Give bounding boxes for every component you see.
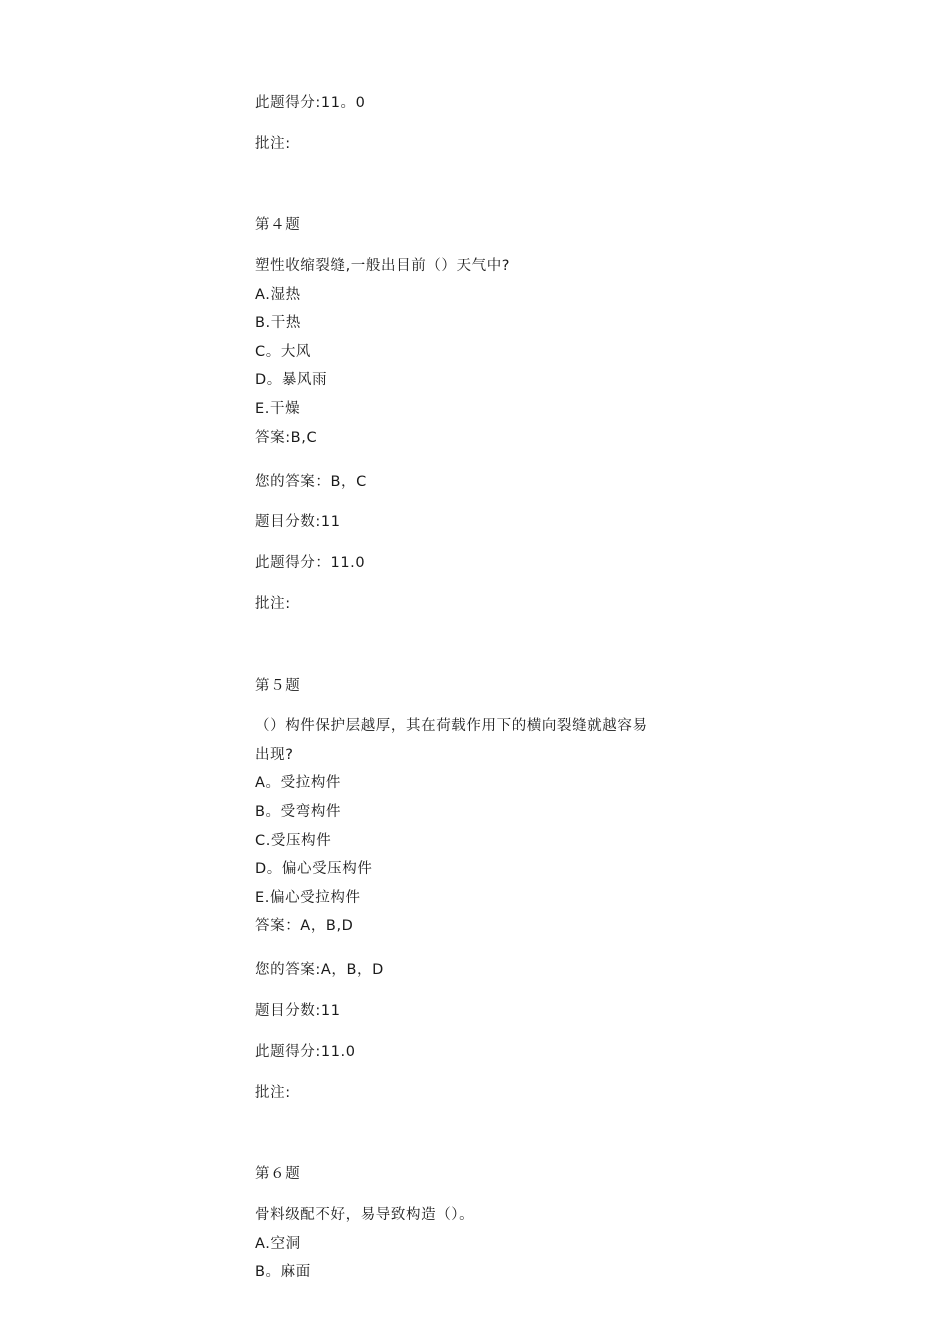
option-d: D。偏心受压构件 <box>255 861 373 877</box>
comment-label: 批注: <box>255 136 291 152</box>
option-e: E.偏心受拉构件 <box>255 890 361 906</box>
option-a: A。受拉构件 <box>255 775 342 791</box>
comment-label: 批注: <box>255 1085 291 1101</box>
option-e: E.干燥 <box>255 401 301 417</box>
option-c: C。大风 <box>255 344 312 360</box>
question-score: 题目分数:11 <box>255 1003 341 1019</box>
option-d: D。暴风雨 <box>255 372 328 388</box>
question-stem: 骨料级配不好，易导致构造（）。 <box>255 1207 475 1223</box>
your-answer: 您的答案:A，B，D <box>255 962 384 978</box>
question-title: 第５题 <box>255 678 301 694</box>
question-title: 第６题 <box>255 1166 301 1182</box>
score-obtained: 此题得分:11.0 <box>255 1044 356 1060</box>
question-stem: 塑性收缩裂缝,一般出目前（）天气中? <box>255 258 511 274</box>
option-b: B。受弯构件 <box>255 804 342 820</box>
question-title: 第４题 <box>255 217 301 233</box>
score-obtained: 此题得分：11.0 <box>255 555 366 571</box>
question-score: 题目分数:11 <box>255 514 341 530</box>
correct-answer: 答案:B,C <box>255 430 318 446</box>
option-b: B.干热 <box>255 315 301 331</box>
option-c: C.受压构件 <box>255 833 332 849</box>
question-stem-line-2: 出现? <box>255 747 294 763</box>
option-a: A.空洞 <box>255 1236 301 1252</box>
score-obtained: 此题得分:11。0 <box>255 95 366 111</box>
correct-answer: 答案：A，B,D <box>255 918 354 934</box>
option-a: A.湿热 <box>255 287 301 303</box>
option-b: B。麻面 <box>255 1264 311 1280</box>
question-stem-line-1: （）构件保护层越厚，其在荷载作用下的横向裂缝就越容易 <box>255 718 648 734</box>
your-answer: 您的答案：B，C <box>255 474 367 490</box>
comment-label: 批注: <box>255 596 291 612</box>
